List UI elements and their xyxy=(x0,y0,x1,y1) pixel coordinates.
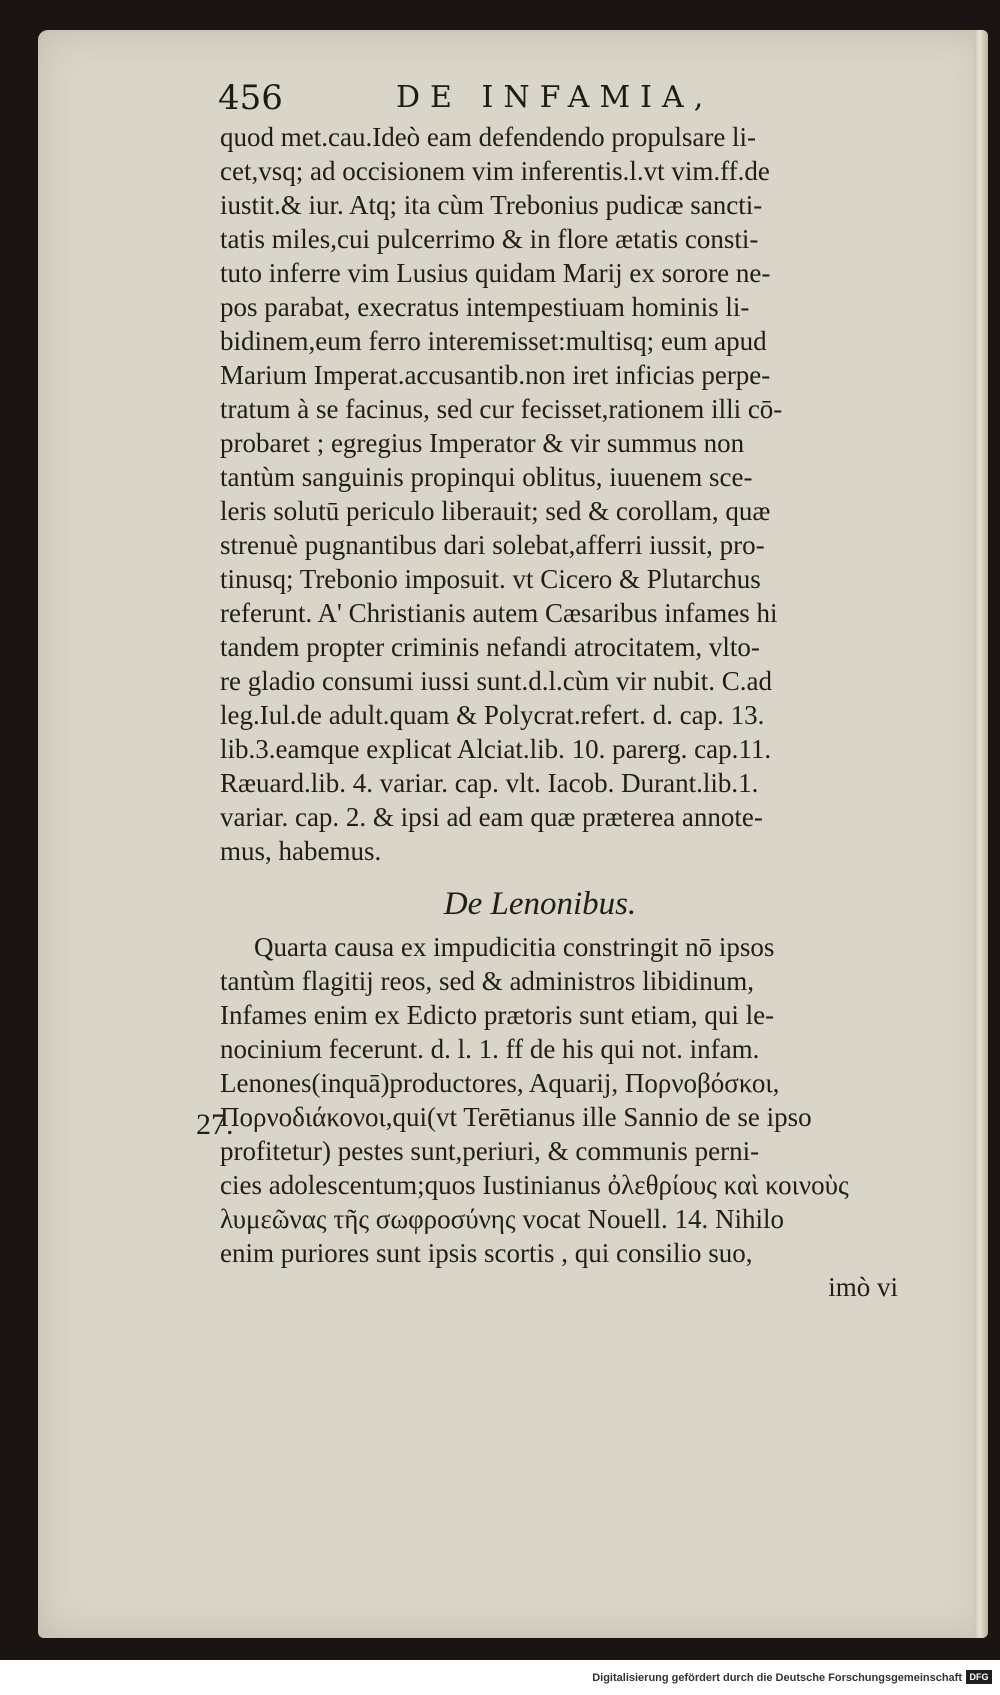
text-line: tandem propter criminis nefandi atrocitatem, vlto- xyxy=(220,632,760,662)
page-edge xyxy=(974,30,988,1638)
text-line: cies adolescentum;quos Iustinianus ὀλεθρίους καὶ κοινοὺς xyxy=(220,1170,849,1200)
text-line: strenuè pugnantibus dari solebat,afferri iussit, pro- xyxy=(220,530,765,560)
text-line: mus, habemus. xyxy=(220,836,382,866)
text-line: referunt. A' Christianis autem Cæsaribus infames hi xyxy=(220,598,778,628)
page-number: 456 xyxy=(218,78,283,118)
text-line: bidinem,eum ferro interemisset:multisq; eum apud xyxy=(220,326,767,356)
dfg-logo-icon: DFG xyxy=(966,1670,992,1684)
text-line: tinusq; Trebonio imposuit. vt Cicero & Plutarchus xyxy=(220,564,761,594)
text-line: cet,vsq; ad occisionem vim inferentis.l.vt vim.ff.de xyxy=(220,156,770,186)
text-line: Quarta causa ex impudicitia constringit nō ipsos xyxy=(254,932,775,962)
text-line: λυμεῶνας τῆς σωφροσύνης vocat Nouell. 14. Nihilo xyxy=(220,1204,785,1234)
text-line: tratum à se facinus, sed cur fecisset,rationem illi cō- xyxy=(220,394,783,424)
running-head: DE INFAMIA, xyxy=(396,80,714,115)
text-line: lib.3.eamque explicat Alciat.lib. 10. parerg. cap.11. xyxy=(220,734,772,764)
footer-credit: Digitalisierung gefördert durch die Deutsche Forschungsgemeinschaft xyxy=(592,1672,962,1684)
text-line: variar. cap. 2. & ipsi ad eam quæ præterea annote- xyxy=(220,802,763,832)
text-line: Marium Imperat.accusantib.non iret inficias perpe- xyxy=(220,360,771,390)
text-line: profitetur) pestes sunt,periuri, & communis perni- xyxy=(220,1136,760,1166)
text-line: tatis miles,cui pulcerrimo & in flore ætatis consti- xyxy=(220,224,759,254)
text-line: tuto inferre vim Lusius quidam Marij ex sorore ne- xyxy=(220,258,771,288)
text-line: tantùm flagitij reos, sed & administros libidinum, xyxy=(220,966,754,996)
text-line: Infames enim ex Edicto prætoris sunt etiam, qui le- xyxy=(220,1000,775,1030)
text-line: tantùm sanguinis propinqui oblitus, iuuenem sce- xyxy=(220,462,753,492)
text-line: leris solutū periculo liberauit; sed & corollam, quæ xyxy=(220,496,771,526)
text-line: Ræuard.lib. 4. variar. cap. vlt. Iacob. Durant.lib.1. xyxy=(220,768,759,798)
body-text xyxy=(220,120,900,1304)
text-line: probaret ; egregius Imperator & vir summus non xyxy=(220,428,745,458)
text-line: leg.Iul.de adult.quam & Polycrat.refert. d. cap. 13. xyxy=(220,700,765,730)
text-line: quod met.cau.Ideò eam defendendo propulsare li- xyxy=(220,122,757,152)
text-line: nocinium fecerunt. d. l. 1. ff de his qui not. infam. xyxy=(220,1034,760,1064)
text-line: iustit.& iur. Atq; ita cùm Trebonius pudicæ sancti- xyxy=(220,190,763,220)
text-line: Πορνοδιάκονοι,qui(vt Terētianus ille Sannio de se ipso xyxy=(220,1102,812,1132)
margin-number: 27. xyxy=(196,1108,234,1141)
digitization-footer xyxy=(0,1660,1000,1695)
text-line: Lenones(inquā)productores, Aquarij, Πορνοβόσκοι, xyxy=(220,1068,780,1098)
catchword: imò vi xyxy=(828,1272,898,1302)
section-heading: De Lenonibus. xyxy=(443,886,637,922)
text-line: re gladio consumi iussi sunt.d.l.cùm vir nubit. C.ad xyxy=(220,666,772,696)
text-line: pos parabat, execratus intempestiuam hominis li- xyxy=(220,292,750,322)
text-line: enim puriores sunt ipsis scortis , qui consilio suo, xyxy=(220,1238,753,1268)
